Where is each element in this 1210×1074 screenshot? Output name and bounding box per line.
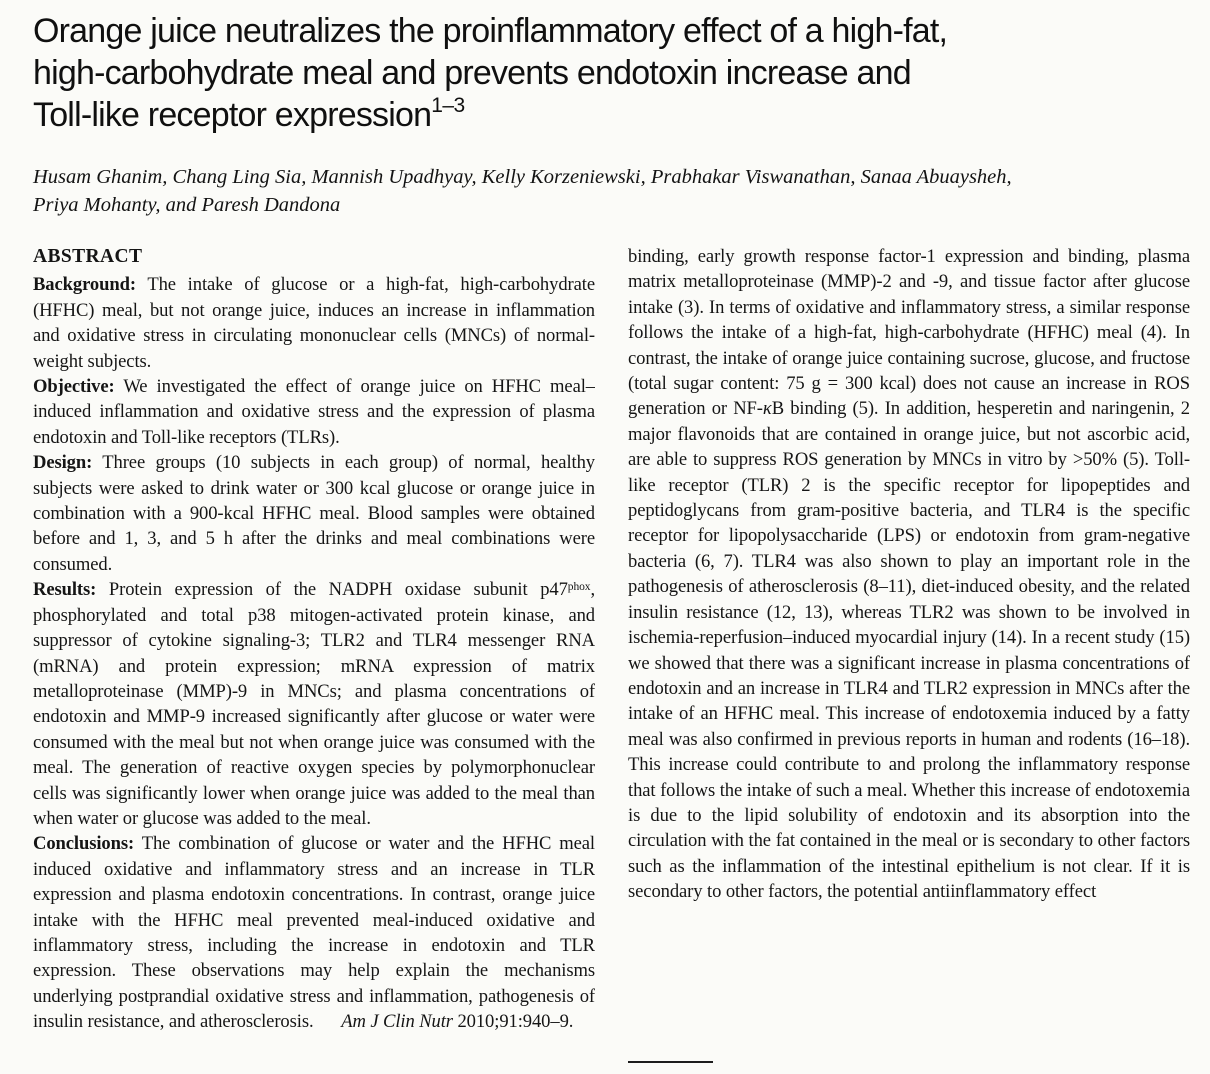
abstract-section-label: Results: [33,579,97,601]
title-line-3 [33,94,1192,136]
abstract-section-objective [33,374,595,450]
title-line-3-text: Toll-like receptor expression [33,96,432,134]
text-segment: The combination of glucose or water and the HFHC meal induced oxidative and inflammatory stress and an increase in TLR expression and plasma endotoxin concentrations. In contrast, orange juice intake with the HFHC meal prevented meal-induced oxidative and inflammatory stress, including the increase in endotoxin and TLR expression. These observations may help explain the mechanisms underlying postprandial oxidative stress and inflammation, pathogenesis of insulin resistance, and atherosclerosis. [33,833,595,1033]
title-footnote-superscript: 1–3 [431,94,465,117]
abstract-section-conclusions [33,831,595,1034]
article-title [33,10,1192,136]
abstract-section-design [33,450,595,577]
introduction-paragraph [628,244,1190,905]
abstract-section-background [33,272,595,374]
text-segment: binding, early growth response factor-1 expression and binding, plasma matrix metalloproteinase (MMP)-2 and -9, and tissue factor after glucose intake (3). In terms of oxidative and inflammatory stress, a similar response follows the intake of a high-fat, high-carbohydrate (HFHC) meal (4). In contrast, the intake of orange juice containing sucrose, glucose, and fructose (total sugar content: 75 g = 300 kcal) does not cause an increase in ROS generation or NF- [628,246,1190,420]
text-segment: Am J Clin Nutr [341,1011,453,1033]
author-list [33,163,1192,219]
title-line-2: high-carbohydrate meal and prevents endotoxin increase and [33,54,911,92]
text-segment: Protein expression of the NADPH oxidase subunit p47 [96,579,568,601]
text-segment: κ [762,398,772,420]
text-segment: 2010;91:940–9. [452,1011,574,1033]
text-segment: Three groups (10 subjects in each group) of normal, healthy subjects were asked to drink water or 300 kcal glucose or orange juice in combination with a 900-kcal HFHC meal. Blood samples were obtained before and 1, 3, and 5 h after the drinks and meal combinations were consumed. [33,452,595,575]
abstract-section-label: Background: [33,274,136,296]
abstract-column [33,244,595,1074]
title-line-1: Orange juice neutralizes the proinflammatory effect of a high-fat, [33,12,948,50]
text-segment: , phosphorylated and total p38 mitogen-activated protein kinase, and suppressor of cytokine signaling-3; TLR2 and TLR4 messenger RNA (mRNA) and protein expression; mRNA expression of matrix metalloproteinase (MMP)-9 in MNCs; and plasma concentrations of endotoxin and MMP-9 increased significantly after glucose or water were consumed with the meal but not when orange juice was consumed with the meal. The generation of reactive oxygen species by polymorphonuclear cells was significantly lower when orange juice was added to the meal than when water or glucose was added to the meal. [33,579,595,829]
introduction-column [628,244,1190,1074]
abstract-section-results [33,577,595,831]
abstract-section-label: Objective: [33,376,115,398]
text-segment: We investigated the effect of orange juice on HFHC meal–induced inflammation and oxidative stress and the expression of plasma endotoxin and Toll-like receptors (TLRs). [33,376,595,448]
author-list-line-2: Priya Mohanty, and Paresh Dandona [33,194,341,216]
abstract-section-label: Conclusions: [33,833,135,855]
abstract-heading: ABSTRACT [33,246,143,267]
footnote-divider [628,1061,713,1063]
abstract-section-label: Design: [33,452,93,474]
abstract-sections [33,272,595,1034]
two-column-body [33,244,1192,1074]
text-segment: The intake of glucose or a high-fat, high-carbohydrate (HFHC) meal, but not orange juice, induces an increase in inflammation and oxidative stress in circulating mononuclear cells (MNCs) of normal-weight subjects. [33,274,595,372]
text-segment: B binding (5). In addition, hesperetin and naringenin, 2 major flavonoids that are contained in orange juice, but not ascorbic acid, are able to suppress ROS generation by MNCs in vitro by >50% (5). Toll-like receptor (TLR) 2 is the specific receptor for lipopeptides and peptidoglycans from gram-positive bacteria, and TLR4 is the specific receptor for lipopolysaccharide (LPS) or endotoxin from gram-negative bacteria (6, 7). TLR4 was also shown to play an important role in the pathogenesis of atherosclerosis (8–11), diet-induced obesity, and the related insulin resistance (12, 13), whereas TLR2 was shown to be involved in ischemia-reperfusion–induced myocardial injury (14). In a recent study (15) we showed that there was a significant increase in plasma concentrations of endotoxin and an increase in TLR4 and TLR2 expression in MNCs after the intake of an HFHC meal. This increase of endotoxemia induced by a fatty meal was also confirmed in previous reports in human and rodents (16–18). This increase could contribute to and prolong the inflammatory response that follows the intake of such a meal. Whether this increase of endotoxemia is due to the lipid solubility of endotoxin and its absorption into the circulation with the fat contained in the meal or is secondary to other factors such as the inflammation of the intestinal epithelium is not clear. If it is secondary to other factors, the potential antiinflammatory effect [628,398,1190,903]
text-segment: phox [567,580,591,593]
author-list-line-1: Husam Ghanim, Chang Ling Sia, Mannish Upadhyay, Kelly Korzeniewski, Prabhakar Viswanathan, Sanaa Abuaysheh, [33,166,1012,188]
